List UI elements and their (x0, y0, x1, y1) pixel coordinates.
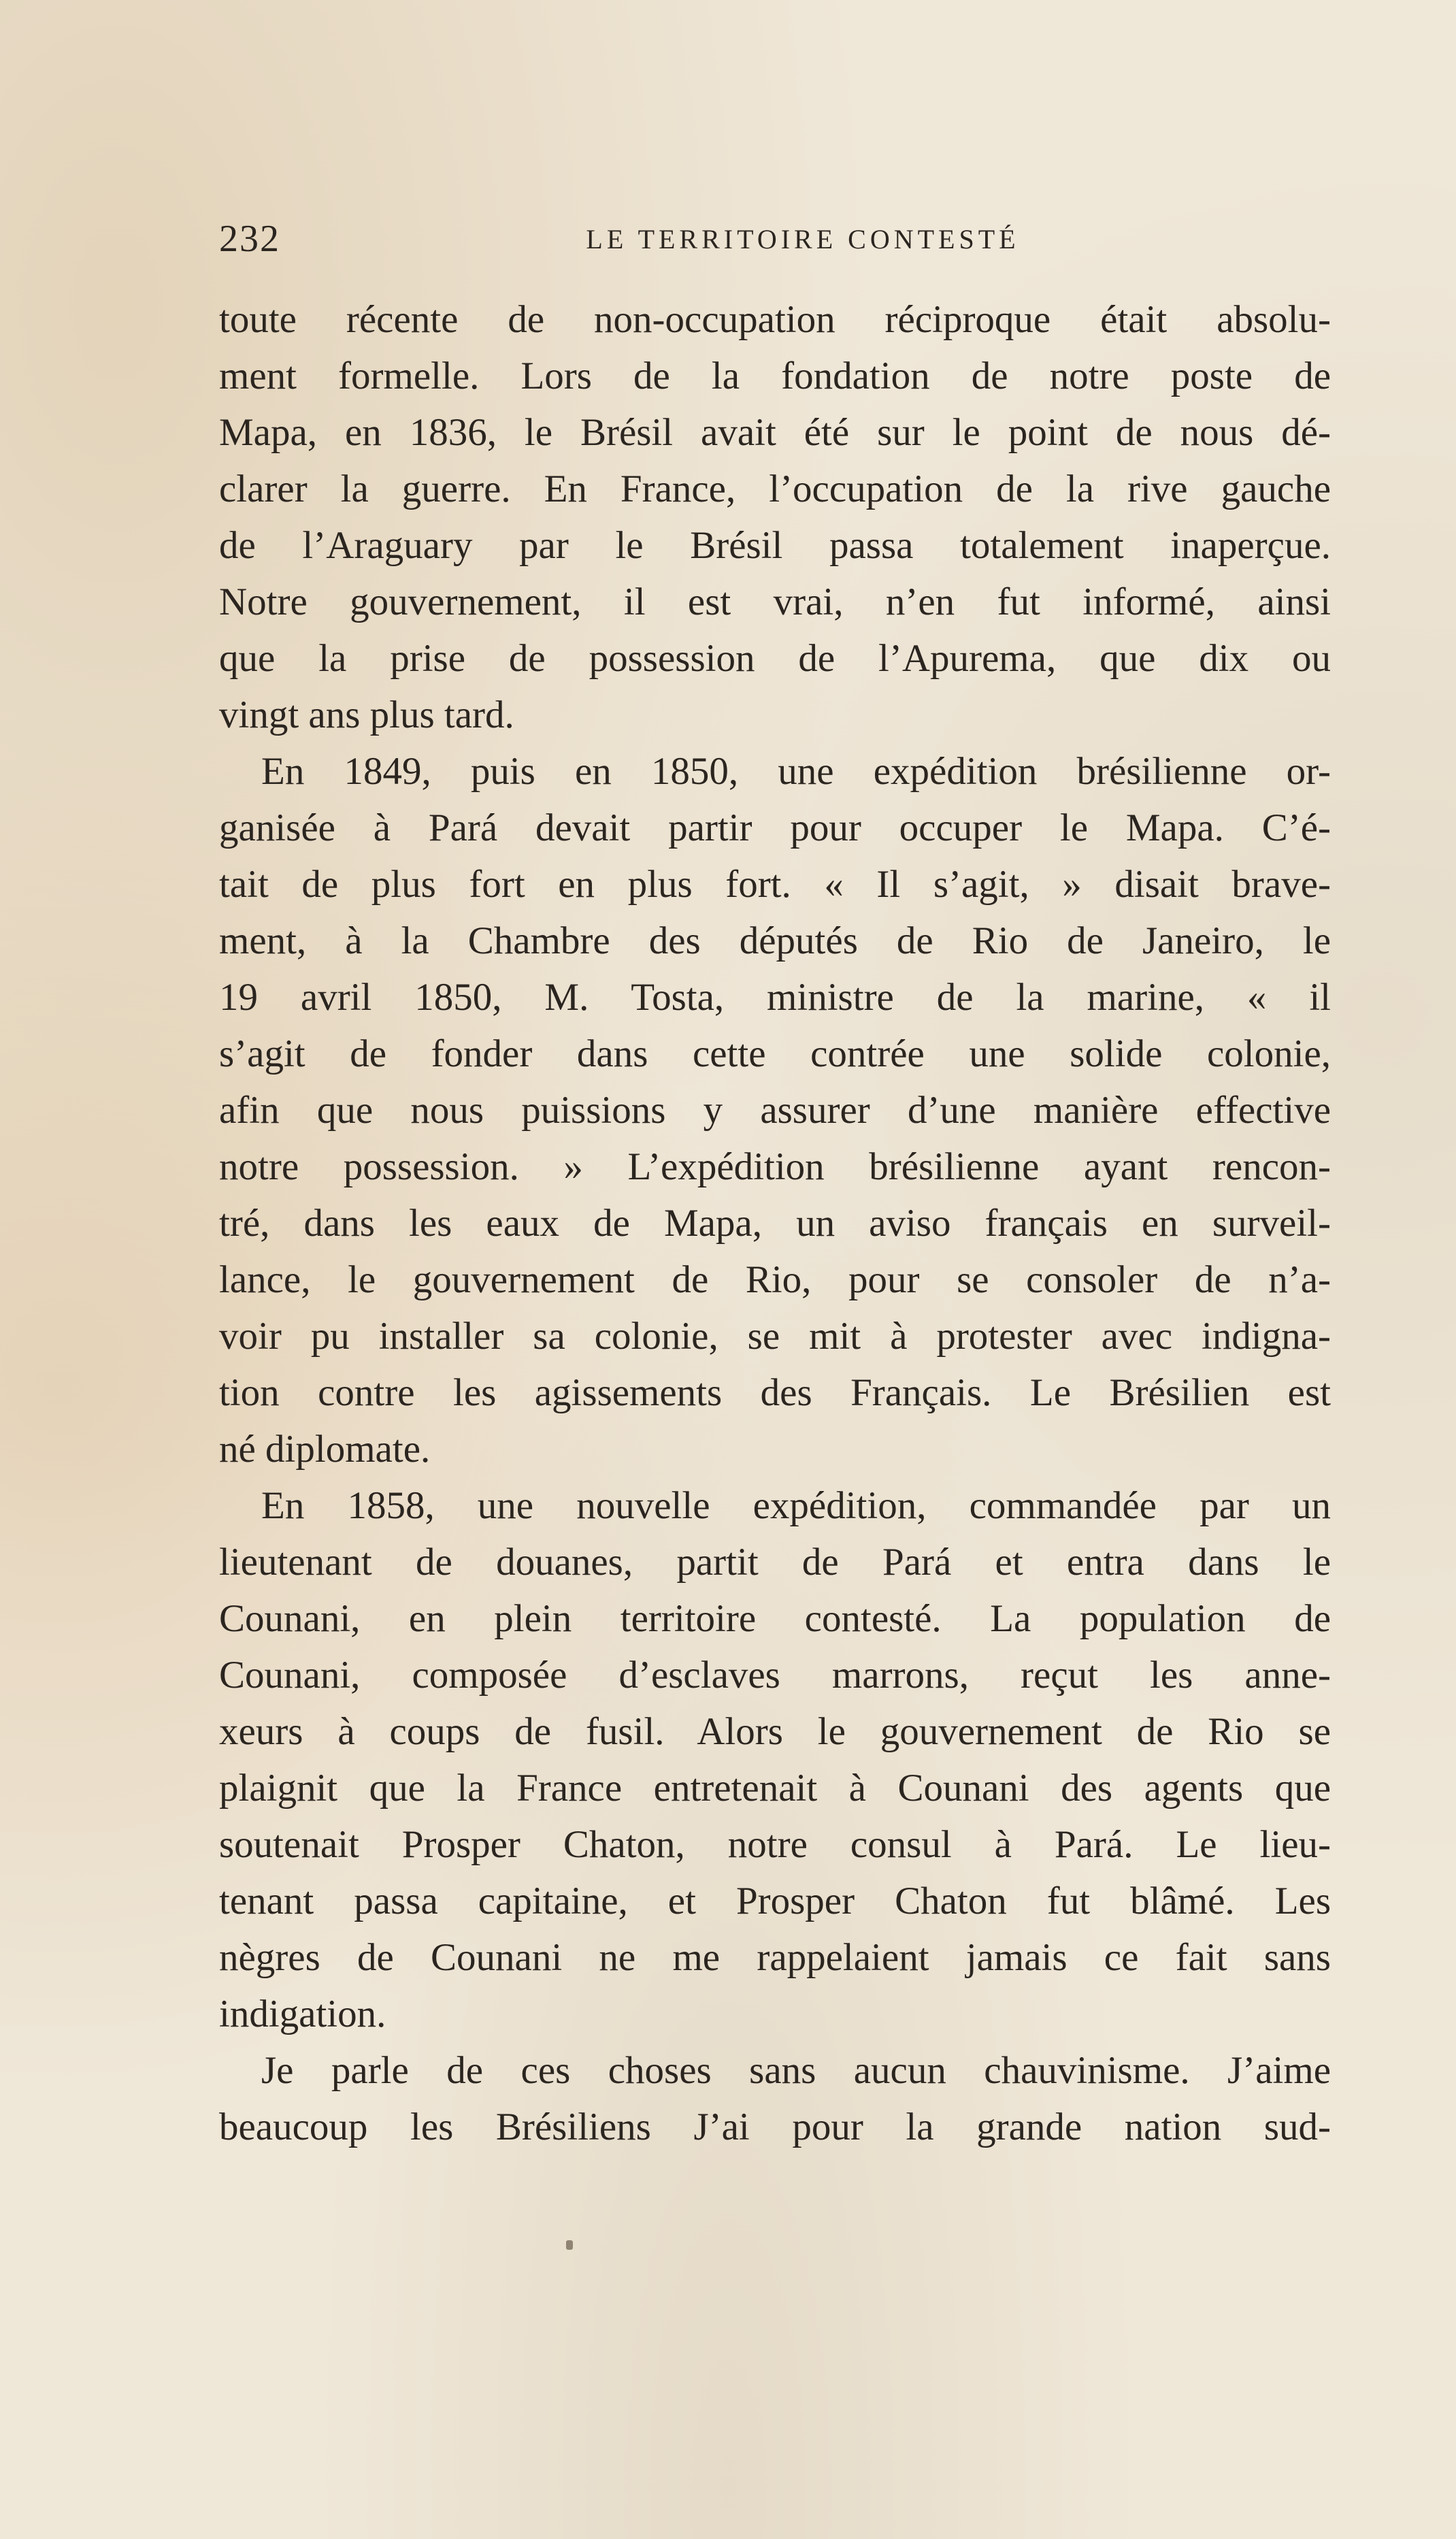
page-number: 232 (219, 218, 280, 260)
text-line: toute récente de non-occupation réciproque était absolu- (219, 298, 1331, 341)
text-line: indigation. (219, 1993, 386, 2035)
text-line: En 1849, puis en 1850, une expédition brésilienne or- (261, 750, 1331, 793)
text-line: afin que nous puissions y assurer d’une manière effective (219, 1089, 1331, 1132)
text-line: Notre gouvernement, il est vrai, n’en fut informé, ainsi (219, 580, 1331, 623)
text-line: clarer la guerre. En France, l’occupation de la rive gauche (219, 468, 1331, 510)
text-line: que la prise de possession de l’Apurema, que dix ou (219, 637, 1331, 680)
text-line: xeurs à coups de fusil. Alors le gouvernement de Rio se (219, 1710, 1331, 1753)
text-line: Counani, en plein territoire contesté. La population de (219, 1597, 1331, 1640)
text-line: plaignit que la France entretenait à Counani des agents que (219, 1767, 1331, 1809)
text-line: ment, à la Chambre des députés de Rio de Janeiro, le (219, 919, 1331, 962)
text-line: beaucoup les Brésiliens J’ai pour la grande nation sud- (219, 2106, 1331, 2148)
text-line: ganisée à Pará devait partir pour occuper le Mapa. C’é- (219, 806, 1331, 849)
text-line: lieutenant de douanes, partit de Pará et entra dans le (219, 1541, 1331, 1584)
text-line: tenant passa capitaine, et Prosper Chaton fut blâmé. Les (219, 1880, 1331, 1922)
running-title: LE TERRITOIRE CONTESTÉ (586, 224, 1020, 255)
text-line: tion contre les agissements des Français. Le Brésilien est (219, 1371, 1331, 1414)
running-head (219, 215, 1346, 263)
text-line: ment formelle. Lors de la fondation de notre poste de (219, 355, 1331, 397)
text-line: En 1858, une nouvelle expédition, commandée par un (261, 1484, 1331, 1527)
text-line: tré, dans les eaux de Mapa, un aviso français en surveil- (219, 1202, 1331, 1245)
text-line: nègres de Counani ne me rappelaient jamais ce fait sans (219, 1936, 1331, 1979)
text-line: Counani, composée d’esclaves marrons, reçut les anne- (219, 1654, 1331, 1697)
text-line: voir pu installer sa colonie, se mit à protester avec indigna- (219, 1315, 1331, 1358)
text-line: 19 avril 1850, M. Tosta, ministre de la marine, « il (219, 976, 1331, 1019)
text-line: lance, le gouvernement de Rio, pour se consoler de n’a- (219, 1258, 1331, 1301)
text-line: s’agit de fonder dans cette contrée une solide colonie, (219, 1032, 1331, 1075)
text-line: notre possession. » L’expédition brésilienne ayant rencon- (219, 1145, 1331, 1188)
text-line: tait de plus fort en plus fort. « Il s’agit, » disait brave- (219, 863, 1331, 906)
text-line: Mapa, en 1836, le Brésil avait été sur le point de nous dé- (219, 411, 1331, 454)
text-line: de l’Araguary par le Brésil passa totalement inaperçue. (219, 524, 1331, 567)
text-line: Je parle de ces choses sans aucun chauvinisme. J’aime (261, 2049, 1331, 2092)
text-line: né diplomate. (219, 1428, 431, 1471)
body-text (219, 291, 1331, 2155)
text-line: vingt ans plus tard. (219, 693, 514, 736)
ink-speck (566, 2240, 573, 2250)
text-line: soutenait Prosper Chaton, notre consul à Pará. Le lieu- (219, 1823, 1331, 1866)
